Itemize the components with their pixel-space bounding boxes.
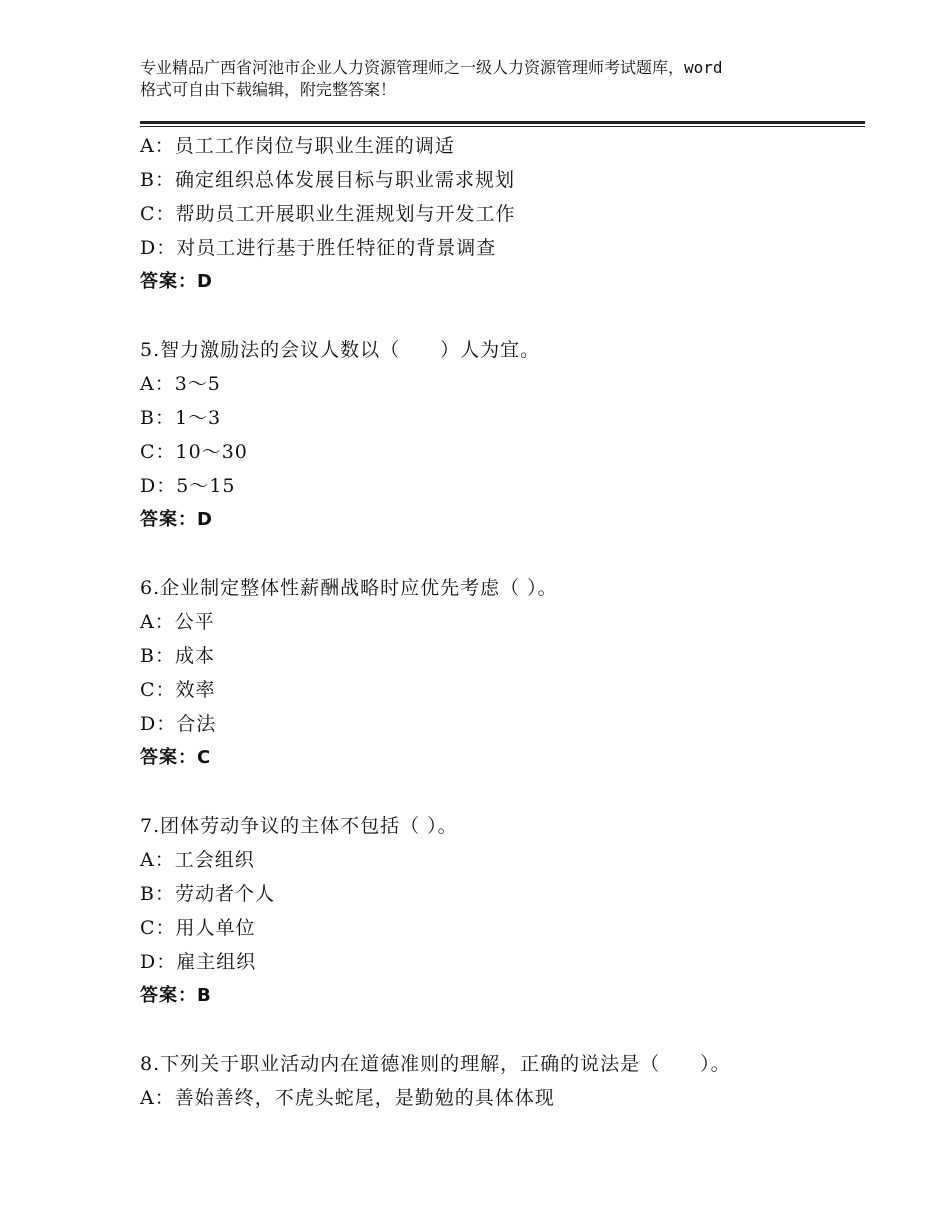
header-line-2: 格式可自由下载编辑，附完整答案！ (140, 80, 397, 99)
option-d: D：对员工进行基于胜任特征的背景调查 (140, 237, 497, 259)
header-rule-thin (140, 126, 865, 127)
question-4 (140, 129, 860, 299)
option-b: B：确定组织总体发展目标与职业需求规划 (140, 169, 515, 191)
question-6 (140, 571, 860, 775)
answer: 答案：D (140, 509, 213, 530)
question-text: 6.企业制定整体性薪酬战略时应优先考虑（ ）。 (140, 577, 558, 599)
option-d: D：5～15 (140, 475, 236, 497)
option-d: D：雇主组织 (140, 951, 257, 973)
document-header (140, 57, 840, 101)
question-list (140, 129, 860, 1115)
question-text: 8.下列关于职业活动内在道德准则的理解，正确的说法是（ ）。 (140, 1053, 731, 1075)
header-rule-thick (140, 121, 865, 124)
option-a: A：工会组织 (140, 849, 255, 871)
option-c: C：用人单位 (140, 917, 256, 939)
option-b: B：成本 (140, 645, 215, 667)
answer: 答案：D (140, 271, 213, 292)
option-a: A：善始善终，不虎头蛇尾，是勤勉的具体体现 (140, 1087, 555, 1109)
option-d: D：合法 (140, 713, 217, 735)
answer: 答案：C (140, 747, 212, 768)
header-line-1: 专业精品广西省河池市企业人力资源管理师之一级人力资源管理师考试题库，word (140, 58, 723, 77)
option-c: C：帮助员工开展职业生涯规划与开发工作 (140, 203, 516, 225)
option-b: B：1～3 (140, 407, 222, 429)
option-b: B：劳动者个人 (140, 883, 275, 905)
question-text: 5.智力激励法的会议人数以（ ）人为宜。 (140, 339, 541, 361)
question-7 (140, 809, 860, 1013)
question-8 (140, 1047, 860, 1115)
question-text: 7.团体劳动争议的主体不包括（ ）。 (140, 815, 458, 837)
option-c: C：10～30 (140, 441, 248, 463)
option-a: A：员工工作岗位与职业生涯的调适 (140, 135, 455, 157)
question-5 (140, 333, 860, 537)
option-a: A：公平 (140, 611, 215, 633)
option-a: A：3～5 (140, 373, 221, 395)
answer: 答案：B (140, 985, 212, 1006)
option-c: C：效率 (140, 679, 216, 701)
